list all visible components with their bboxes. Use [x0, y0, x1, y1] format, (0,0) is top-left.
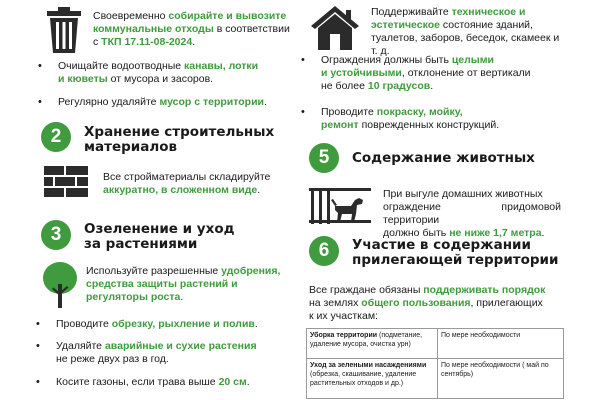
highlight: удобрения,	[221, 265, 281, 277]
highlight: не ниже 1,7 метра	[449, 227, 542, 239]
text: Все граждане обязаны	[309, 284, 424, 296]
highlight: и кюветы	[58, 73, 108, 85]
trash-bin-icon	[44, 6, 84, 54]
text: Очищайте водоотводные	[58, 60, 185, 72]
fertilizer-text	[86, 265, 293, 304]
section-title-animals: Содержание животных	[352, 150, 535, 166]
section-number-5: 5	[309, 143, 339, 173]
section-title-building-materials	[84, 125, 274, 155]
title-line: за растениями	[84, 236, 198, 252]
text: Используйте разрешенные	[86, 265, 222, 277]
section-number-2: 2	[41, 122, 71, 152]
bullet-mowing	[56, 376, 294, 389]
highlight: эстетическое	[371, 19, 440, 31]
text: .	[430, 80, 434, 92]
text: с	[93, 36, 102, 48]
text: от мусора и засоров.	[107, 73, 214, 85]
section-number-6: 6	[309, 236, 339, 266]
highlight: собирайте и вывозите	[168, 10, 287, 22]
bullet-painting	[321, 106, 561, 132]
text: .	[192, 36, 196, 48]
table-cell: По мере необходимости	[438, 329, 564, 359]
text: не реже двух раз в год.	[56, 353, 169, 365]
highlight: коммунальные отходы	[93, 23, 214, 35]
text: , отклонение от вертикали	[401, 67, 531, 79]
highlight: 20 см	[218, 376, 247, 388]
dog-fence-icon	[309, 186, 371, 226]
bullet-pruning	[56, 318, 294, 331]
title-line: прилегающей территории	[352, 252, 559, 268]
text: Ограждения должны быть	[321, 54, 452, 66]
table-cell	[307, 329, 438, 359]
text: .	[180, 291, 184, 303]
intro-waste-text	[93, 10, 293, 49]
highlight: мусор с территории	[159, 96, 264, 108]
table-cell: По мере необходимости ( май по сентябрь)	[438, 359, 564, 399]
highlight: аварийные и сухие растения	[104, 340, 257, 352]
text: Проводите	[321, 106, 377, 118]
text: Все стройматериалы складируйте	[103, 171, 271, 183]
text: .	[257, 184, 261, 196]
text: , прилегающих	[470, 297, 543, 309]
animals-text	[383, 188, 561, 240]
table-row	[307, 329, 564, 359]
tree-icon	[41, 260, 79, 308]
text: на землях	[309, 297, 362, 309]
text: .	[264, 96, 267, 108]
section-title-adjacent-territory	[352, 238, 558, 268]
text: в соответствии	[213, 23, 290, 35]
highlight: регуляторы роста	[86, 291, 181, 303]
highlight: ТКП 17.11-08-2024	[101, 36, 193, 48]
highlight: техническое и	[451, 6, 526, 18]
title-line: Озеленение и уход	[84, 221, 235, 237]
text: ограждение придомовой территории	[383, 201, 561, 226]
text: Косите газоны, если трава выше	[56, 376, 219, 388]
highlight: ремонт	[321, 119, 359, 131]
text: Удаляйте	[56, 340, 105, 352]
highlight: мойку,	[429, 106, 463, 118]
text: Регулярно удаляйте	[58, 96, 160, 108]
text: Проводите	[56, 318, 112, 330]
buildings-text	[371, 6, 561, 58]
title-line: Хранение строительных	[84, 124, 275, 140]
text: При выгуле домашних животных	[383, 188, 543, 200]
highlight: покраску,	[376, 106, 427, 118]
highlight: поддерживать порядок	[423, 284, 546, 296]
bullet-garbage	[58, 96, 294, 109]
cell-title: Уборка территории	[310, 332, 378, 339]
text: не более	[321, 80, 368, 92]
highlight: обрезку, рыхление и полив	[111, 318, 255, 330]
section-title-landscaping	[84, 222, 235, 252]
bullet-remove-plants	[56, 340, 294, 366]
title-line: Участие в содержании	[352, 237, 531, 253]
building-materials-text	[103, 171, 293, 197]
text: должно быть	[383, 227, 450, 239]
text: состояние зданий,	[439, 19, 533, 31]
highlight: общего пользования	[361, 297, 471, 309]
duties-table	[306, 328, 564, 399]
text: Своевременно	[93, 10, 169, 22]
highlight: целыми	[451, 54, 494, 66]
section-number-3: 3	[41, 220, 71, 250]
cell-text: (обрезка, скашивание, удаление растительных отходов и др.)	[310, 371, 417, 387]
text: Поддерживайте	[371, 6, 452, 18]
text: туалетов, заборов, беседок, скамеек и т. д.	[371, 32, 560, 57]
table-row	[307, 359, 564, 399]
text: .	[541, 227, 545, 239]
highlight: 10 градусов	[367, 80, 431, 92]
bullet-ditches	[58, 60, 294, 86]
highlight: средства защиты растений и	[86, 278, 238, 290]
house-icon	[309, 4, 361, 52]
highlight: и устойчивыми	[321, 67, 402, 79]
cell-text: (подметание, удаление мусора, очистка урн)	[310, 332, 423, 348]
table-cell	[307, 359, 438, 399]
bullet-fences	[321, 54, 561, 93]
text: к их участкам:	[309, 310, 378, 322]
brick-wall-icon	[44, 166, 88, 198]
cell-title: Уход за зелеными насаждениями	[310, 362, 427, 369]
text: поврежденных конструкций.	[358, 119, 500, 131]
title-line: материалов	[84, 139, 178, 155]
text: .	[254, 318, 258, 330]
highlight: аккуратно, в сложенном виде	[103, 184, 258, 196]
adjacent-territory-text	[309, 284, 561, 323]
text: .	[246, 376, 250, 388]
highlight: канавы, лотки	[184, 60, 259, 72]
